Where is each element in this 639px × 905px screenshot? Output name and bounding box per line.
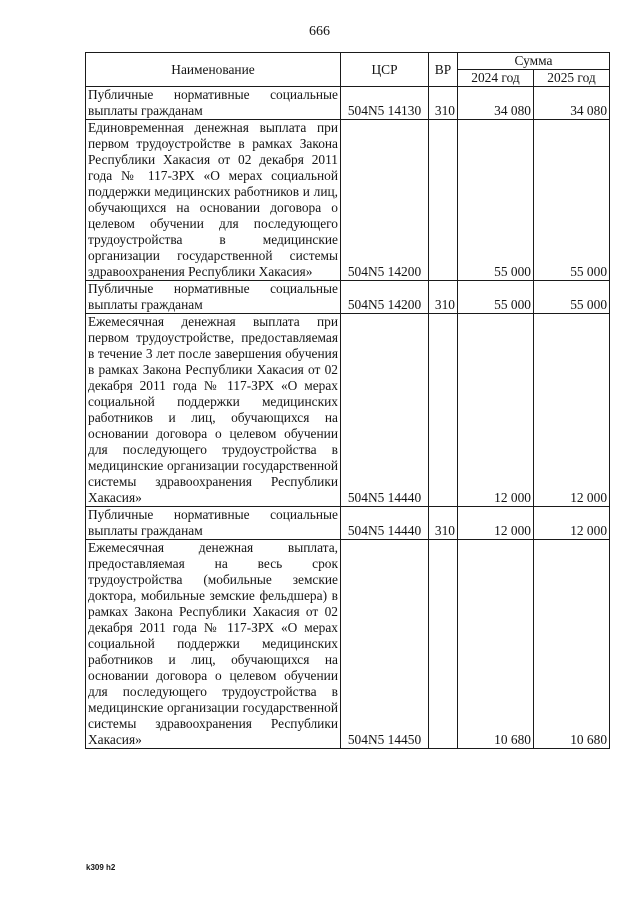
row-amount-2024: 10 680: [458, 540, 534, 749]
row-csr: 504N5 14130: [341, 87, 429, 120]
row-csr: 504N5 14200: [341, 120, 429, 281]
row-amount-2025: 34 080: [534, 87, 610, 120]
row-amount-2024: 34 080: [458, 87, 534, 120]
row-vr: [429, 314, 458, 507]
row-amount-2024: 12 000: [458, 507, 534, 540]
row-amount-2025: 55 000: [534, 120, 610, 281]
row-vr: 310: [429, 281, 458, 314]
header-year-2024: 2024 год: [458, 70, 534, 87]
footer-code: k309 h2: [86, 863, 116, 872]
header-sum: Сумма: [458, 53, 610, 70]
row-amount-2025: 10 680: [534, 540, 610, 749]
table-row: [86, 120, 610, 281]
row-amount-2024: 55 000: [458, 120, 534, 281]
row-name: Ежемесячная денежная выплата при первом трудоустройстве, предоставляемая в течение 3 лет после завершения обучения в рамках Закона Республики Хакасия от 02 декабря 2011 года № 117-ЗРХ «О мерах социальной поддержки медицинских работников и лиц, обучающихся на основании договора о целевом обучении для последующего трудоустройства в медицинские организации государственной системы здравоохранения Республики Хакасия»: [86, 314, 341, 507]
row-amount-2024: 12 000: [458, 314, 534, 507]
row-csr: 504N5 14200: [341, 281, 429, 314]
row-name: Единовременная денежная выплата при первом трудоустройстве в рамках Закона Республики Хакасия от 02 декабря 2011 года № 117-ЗРХ «О мерах социальной поддержки медицинских работников и лиц, обучающихся на основании договора о целевом обучении для последующего трудоустройства в медицинские организации государственной системы здравоохранения Республики Хакасия»: [86, 120, 341, 281]
budget-table: [85, 52, 610, 749]
row-amount-2025: 12 000: [534, 314, 610, 507]
row-amount-2025: 55 000: [534, 281, 610, 314]
row-vr: 310: [429, 87, 458, 120]
page-number: 666: [309, 24, 330, 39]
row-csr: 504N5 14440: [341, 507, 429, 540]
row-name: Публичные нормативные социальные выплаты гражданам: [86, 87, 341, 120]
row-csr: 504N5 14440: [341, 314, 429, 507]
row-csr: 504N5 14450: [341, 540, 429, 749]
header-csr: ЦСР: [341, 53, 429, 87]
row-name: Публичные нормативные социальные выплаты гражданам: [86, 507, 341, 540]
table-row: [86, 507, 610, 540]
header-year-2025: 2025 год: [534, 70, 610, 87]
table-row: [86, 314, 610, 507]
row-name: Ежемесячная денежная выплата, предоставляемая на весь срок трудоустройства (мобильные земские доктора, мобильные земские фельдшера) в рамках Закона Республики Хакасия от 02 декабря 2011 года № 117-ЗРХ «О мерах социальной поддержки медицинских работников и лиц, обучающихся на основании договора о целевом обучении для последующего трудоустройства в медицинские организации государственной системы здравоохранения Республики Хакасия»: [86, 540, 341, 749]
row-amount-2025: 12 000: [534, 507, 610, 540]
row-vr: [429, 120, 458, 281]
row-vr: 310: [429, 507, 458, 540]
table-row: [86, 281, 610, 314]
table-header: [86, 53, 610, 87]
table-body: [86, 87, 610, 749]
table-row: [86, 87, 610, 120]
row-name: Публичные нормативные социальные выплаты гражданам: [86, 281, 341, 314]
row-vr: [429, 540, 458, 749]
row-amount-2024: 55 000: [458, 281, 534, 314]
header-vr: ВР: [429, 53, 458, 87]
table-row: [86, 540, 610, 749]
header-name: Наименование: [86, 53, 341, 87]
